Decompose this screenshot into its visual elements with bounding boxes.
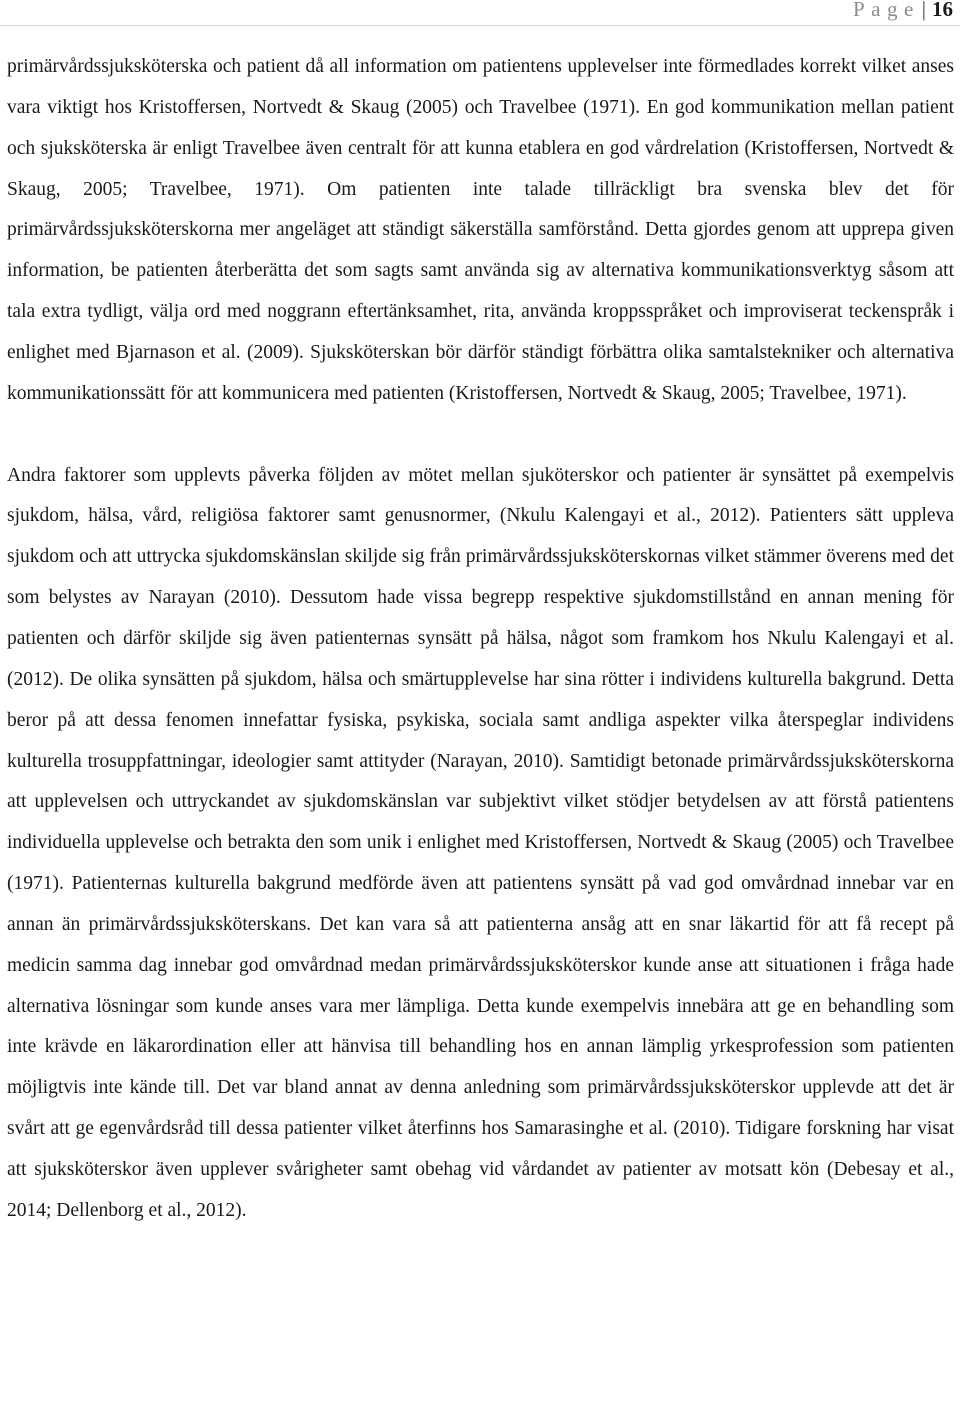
paragraph-1: primärvårdssjuksköterska och patient då all information om patientens upplevelser inte förmedlades korrekt vilket anses vara viktigt hos Kristoffersen, Nortvedt & Skaug (2005) och Travelbee (1971). En god kommunikation mellan patient och sjuksköterska är enligt Travelbee även centralt för att kunna etablera en god vårdrelation (Kristoffersen, Nortvedt & Skaug, 2005; Travelbee, 1971). Om patienten inte talade tillräckligt bra svenska blev det för primärvårdssjuksköterskorna mer angeläget att ständigt säkerställa samförstånd. Detta gjordes genom att upprepa given information, be patienten återberätta det som sagts samt använda sig av alternativa kommunikationsverktyg såsom att tala extra tydligt, välja ord med noggrann eftertänksamhet, rita, använda kroppsspråket och improviserat teckenspråk i enlighet med Bjarnason et al. (2009). Sjuksköterskan bör därför ständigt förbättra olika samtalstekniker och alternativa kommunikationssätt för att kommunicera med patienten (Kristoffersen, Nortvedt & Skaug, 2005; Travelbee, 1971).	[7, 56, 954, 404]
page-number-label	[853, 0, 953, 22]
page-number: 16	[932, 0, 953, 21]
paragraph-2: Andra faktorer som upplevts påverka följden av mötet mellan sjuköterskor och patienter är synsättet på exempelvis sjukdom, hälsa, vård, religiösa faktorer samt genusnormer, (Nkulu Kalengayi et al., 2012). Patienters sätt uppleva sjukdom och att uttrycka sjukdomskänslan skiljde sig från primärvårdssjuksköterskornas vilket stämmer överens med det som belystes av Narayan (2010). Dessutom hade vissa begrepp respektive sjukdomstillstånd en annan mening för patienten och därför skiljde sig även patienternas synsätt på hälsa, något som framkom hos Nkulu Kalengayi et al. (2012). De olika synsätten på sjukdom, hälsa och smärtupplevelse har sina rötter i individens kulturella bakgrund. Detta beror på att dessa fenomen innefattar fysiska, psykiska, sociala samt andliga aspekter vilka återspeglar individens kulturella trosuppfattningar, ideologier samt attityder (Narayan, 2010). Samtidigt betonade primärvårdssjuksköterskorna att upplevelsen och uttryckandet av sjukdomskänslan var subjektivt vilket stödjer betydelsen av att förstå patientens individuella upplevelse och betrakta den som unik i enlighet med Kristoffersen, Nortvedt & Skaug (2005) och Travelbee (1971). Patienternas kulturella bakgrund medförde även att patientens synsätt på vad god omvårdnad innebar var en annan än primärvårdssjuksköterskans. Det kan vara så att patienterna ansåg att en snar läkartid för att få recept på medicin samma dag innebar god omvårdnad medan primärvårdssjuksköterskor kunde anse att situationen i fråga hade alternativa lösningar som kunde anses vara mer lämpliga. Detta kunde exempelvis innebära att ge en behandling som inte krävde en läkarordination eller att hänvisa till behandling hos en annan lämplig yrkesprofession som patienten möjligtvis inte kände till. Det var bland annat av denna anledning som primärvårdssjuksköterskor upplevde att det är svårt att ge egenvårdsråd till dessa patienter vilket återfinns hos Samarasinghe et al. (2010). Tidigare forskning har visat att sjuksköterskor även upplever svårigheter samt obehag vid vårdandet av patienter av motsatt kön (Debesay et al., 2014; Dellenborg et al., 2012).	[7, 464, 954, 1221]
page-header	[0, 0, 960, 26]
page-word: Page	[852, 0, 920, 21]
page-separator: |	[921, 0, 926, 21]
document-body	[7, 47, 954, 1232]
